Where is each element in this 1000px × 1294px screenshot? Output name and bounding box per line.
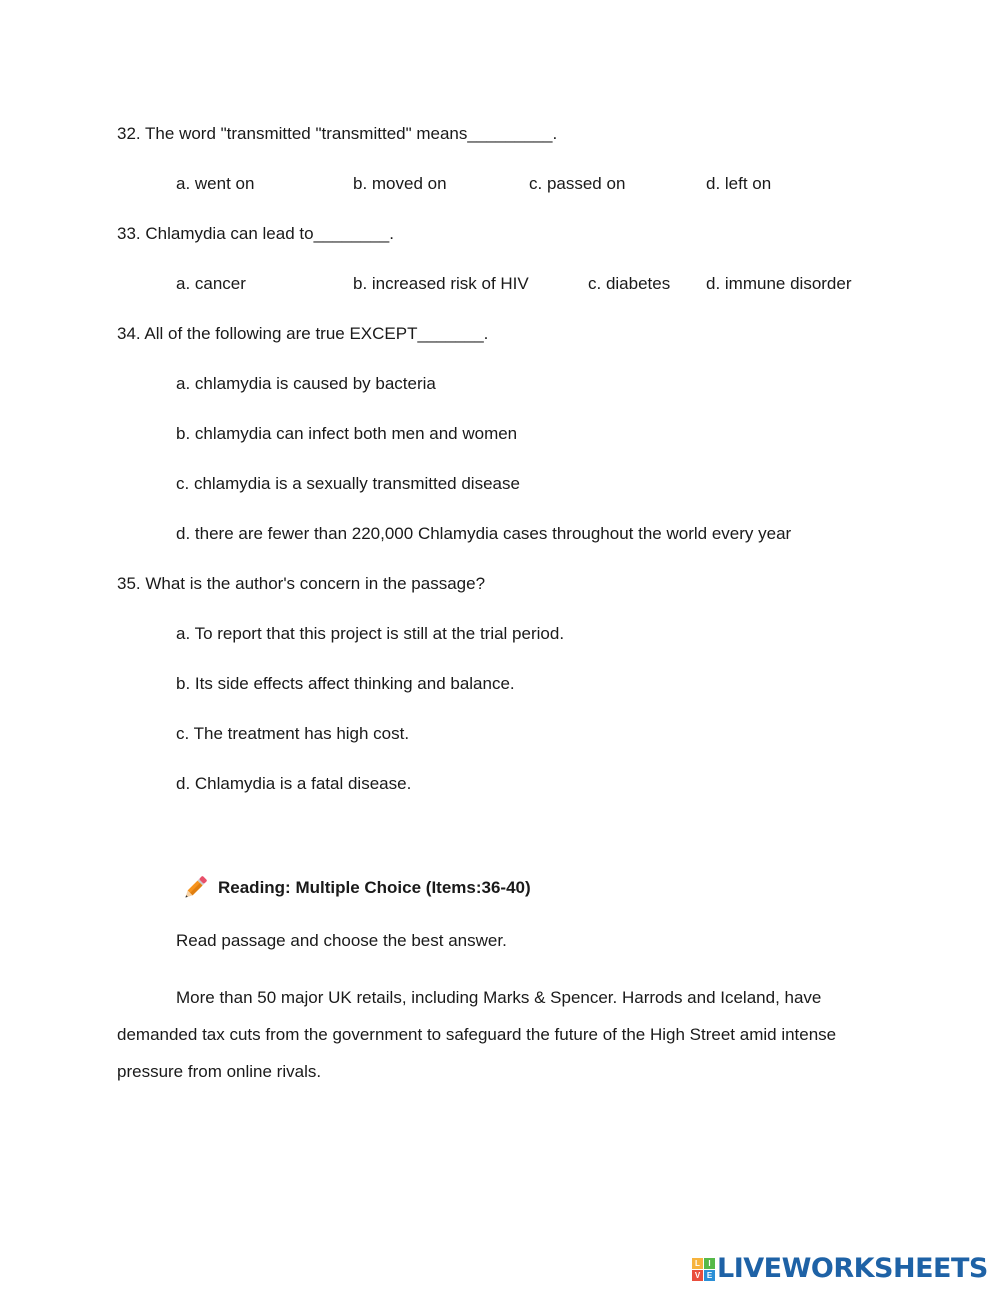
question-33-option-d[interactable]: d. immune disorder [706, 274, 852, 293]
question-32-option-a[interactable]: a. went on [176, 174, 255, 193]
question-32-option-d[interactable]: d. left on [706, 174, 772, 193]
logo-text: LIVEWORKSHEETS [717, 1253, 988, 1284]
question-33-option-b[interactable]: b. increased risk of HIV [353, 274, 529, 293]
liveworksheets-logo[interactable] [692, 1254, 988, 1284]
question-35-option-c[interactable]: c. The treatment has high cost. [176, 724, 410, 743]
section-instruction: Read passage and choose the best answer. [176, 931, 507, 950]
question-34-option-b[interactable]: b. chlamydia can infect both men and women [176, 424, 518, 443]
question-34-stem: 34. All of the following are true EXCEPT_______. [117, 324, 489, 343]
reading-passage: More than 50 major UK retails, including Marks & Spencer. Harrods and Iceland, have demanded tax cuts from the government to safeguard the future of the High Street amid intense pressure from online rivals. [117, 988, 837, 1081]
logo-mark-e: E [704, 1270, 715, 1281]
question-32-option-c[interactable]: c. passed on [529, 174, 626, 193]
section-title: Reading: Multiple Choice (Items:36-40) [218, 878, 531, 897]
question-34-option-a[interactable]: a. chlamydia is caused by bacteria [176, 374, 436, 393]
question-35-option-b[interactable]: b. Its side effects affect thinking and balance. [176, 674, 515, 693]
logo-mark-l: L [692, 1258, 703, 1269]
question-33-option-c[interactable]: c. diabetes [588, 274, 671, 293]
logo-mark-i: I [704, 1258, 715, 1269]
question-33-stem: 33. Chlamydia can lead to________. [117, 224, 394, 243]
question-35-stem: 35. What is the author's concern in the passage? [117, 574, 486, 593]
question-35-option-a[interactable]: a. To report that this project is still at the trial period. [176, 624, 565, 643]
logo-mark-v: V [692, 1270, 703, 1281]
question-33-option-a[interactable]: a. cancer [176, 274, 246, 293]
question-34-option-d[interactable]: d. there are fewer than 220,000 Chlamydia cases throughout the world every year [176, 524, 792, 543]
question-32-stem: 32. The word "transmitted "transmitted" means_________. [117, 124, 558, 143]
pencil-icon [180, 873, 210, 903]
question-34-option-c[interactable]: c. chlamydia is a sexually transmitted disease [176, 474, 520, 493]
question-35-option-d[interactable]: d. Chlamydia is a fatal disease. [176, 774, 412, 793]
question-32-option-b[interactable]: b. moved on [353, 174, 447, 193]
section-heading [180, 872, 531, 904]
logo-mark-icon [692, 1258, 715, 1281]
